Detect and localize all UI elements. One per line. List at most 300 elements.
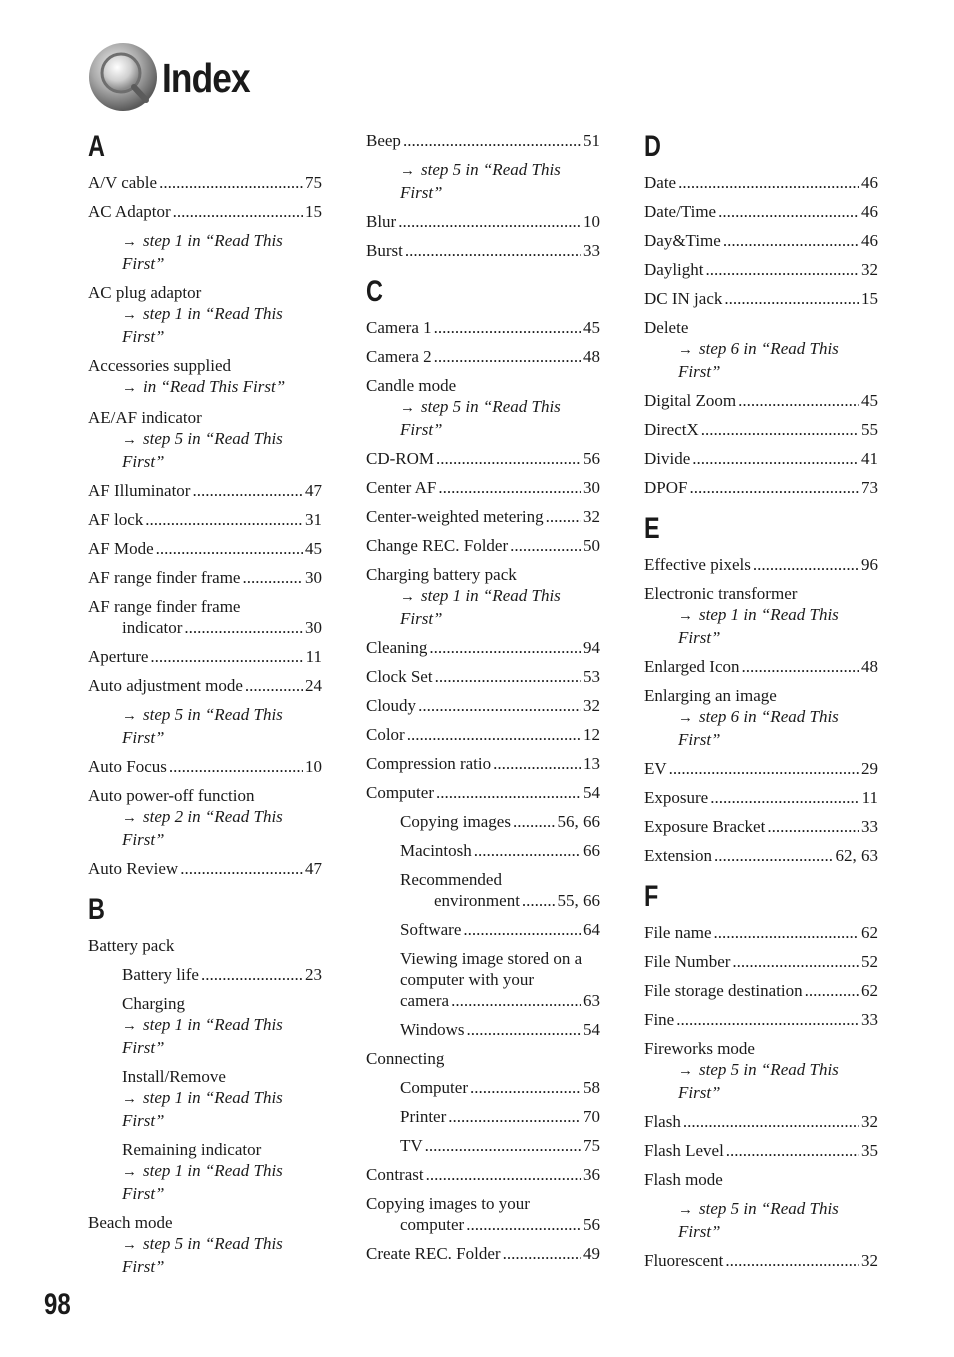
index-term: Enlarging an image: [644, 686, 777, 705]
index-term: Copying images: [400, 812, 511, 831]
index-entry: [644, 816, 878, 837]
index-term: Install/Remove: [122, 1067, 226, 1086]
index-entry: [366, 506, 600, 527]
index-entry: [88, 1087, 322, 1131]
index-page: 73: [861, 478, 878, 497]
index-entry: [88, 1014, 322, 1058]
leader-dots: [438, 477, 581, 498]
index-entry: [644, 419, 878, 440]
index-term: EV: [644, 759, 667, 778]
index-row: [644, 922, 878, 943]
index-row: [400, 811, 600, 832]
index-row: [88, 617, 322, 638]
index-row: [644, 951, 878, 972]
page-title: Index: [162, 54, 250, 101]
index-entry: [644, 604, 878, 648]
index-entry: [366, 1106, 600, 1127]
index-row: [366, 637, 600, 658]
index-entry: [366, 637, 600, 658]
index-term: Windows: [400, 1020, 465, 1039]
cross-reference-text: step 6 in “Read This First”: [678, 707, 839, 749]
index-page: 32: [861, 1112, 878, 1131]
leader-dots: [678, 172, 859, 193]
cross-reference-text: in “Read This First”: [143, 377, 286, 396]
leader-dots: [470, 1077, 581, 1098]
index-term-line: Viewing image stored on a: [400, 949, 583, 968]
index-entry: [644, 201, 878, 222]
leader-dots: [503, 1243, 581, 1264]
index-row: [88, 858, 322, 879]
arrow-right-icon: →: [122, 810, 137, 826]
index-page: 30: [305, 618, 322, 637]
index-term: AC Adaptor: [88, 202, 171, 221]
leader-dots: [725, 1250, 859, 1271]
index-term: DirectX: [644, 420, 699, 439]
index-page: 31: [305, 510, 322, 529]
index-entry: [88, 230, 322, 274]
index-page: 52: [861, 952, 878, 971]
index-term: Battery life: [122, 965, 199, 984]
index-entry: [88, 596, 322, 638]
index-term: Date/Time: [644, 202, 717, 221]
index-term: Computer: [366, 783, 434, 802]
arrow-right-icon: →: [122, 708, 137, 724]
index-entry: [644, 758, 878, 779]
index-term: TV: [400, 1136, 423, 1155]
index-term: Divide: [644, 449, 691, 468]
index-term: Exposure: [644, 788, 709, 807]
index-page: 13: [583, 754, 600, 773]
index-term: Enlarged Icon: [644, 657, 740, 676]
leader-dots: [805, 980, 859, 1001]
index-row: [644, 1250, 878, 1271]
index-term: Create REC. Folder: [366, 1244, 501, 1263]
cross-reference: [88, 230, 322, 274]
cross-reference: [88, 1160, 322, 1204]
index-row: [400, 890, 600, 911]
cross-reference: [88, 428, 322, 472]
index-term: Copying images to your: [366, 1194, 530, 1213]
section-letter: A: [88, 130, 105, 163]
index-row: [88, 538, 322, 559]
index-term: Extension: [644, 846, 712, 865]
index-entry: [366, 666, 600, 687]
index-term: Flash Level: [644, 1141, 724, 1160]
leader-dots: [169, 756, 303, 777]
cross-reference: [88, 806, 322, 850]
index-term: Auto Focus: [88, 757, 167, 776]
leader-dots: [426, 1164, 581, 1185]
index-term: Center-weighted metering: [366, 507, 544, 526]
leader-dots: [714, 922, 859, 943]
index-term: Compression ratio: [366, 754, 492, 773]
leader-dots: [724, 288, 859, 309]
index-page: 46: [861, 202, 878, 221]
arrow-right-icon: →: [678, 1063, 693, 1079]
index-page: 64: [583, 920, 600, 939]
index-row: [644, 172, 878, 193]
index-page: 46: [861, 173, 878, 192]
index-term: AC plug adaptor: [88, 283, 202, 302]
index-term: Flash: [644, 1112, 681, 1131]
index-row: [644, 1111, 878, 1132]
index-term: Cloudy: [366, 696, 417, 715]
index-row: [644, 656, 878, 677]
index-page: 75: [583, 1136, 600, 1155]
index-page: 30: [305, 568, 322, 587]
cross-reference: [88, 1014, 322, 1058]
index-row: [88, 756, 322, 777]
index-entry: [366, 448, 600, 469]
index-row: [644, 758, 878, 779]
index-entry: [366, 130, 600, 151]
index-page: 56: [583, 1215, 600, 1234]
index-term: Connecting: [366, 1049, 445, 1068]
index-row: [366, 695, 600, 716]
index-entry: [366, 1164, 600, 1185]
index-page: 63: [583, 991, 600, 1010]
leader-dots: [463, 919, 581, 940]
index-page: 45: [583, 318, 600, 337]
index-entry: [644, 554, 878, 575]
leader-dots: [173, 201, 303, 222]
index-row: [366, 724, 600, 745]
arrow-right-icon: →: [122, 432, 137, 448]
index-page: 32: [861, 260, 878, 279]
index-row: [644, 259, 878, 280]
leader-dots: [767, 816, 859, 837]
index-entry: [644, 656, 878, 677]
index-row: [366, 346, 600, 367]
index-entry: [366, 477, 600, 498]
index-term: Day&Time: [644, 231, 721, 250]
index-entry: [644, 685, 878, 706]
index-term: Software: [400, 920, 462, 939]
index-term: Clock Set: [366, 667, 433, 686]
cross-reference: [644, 338, 878, 382]
index-page: 70: [583, 1107, 600, 1126]
cross-reference-text: step 6 in “Read This First”: [678, 339, 839, 381]
leader-dots: [184, 617, 303, 638]
leader-dots: [669, 758, 859, 779]
arrow-right-icon: →: [122, 1091, 137, 1107]
index-entry: [366, 782, 600, 803]
index-page: 55, 66: [557, 891, 600, 910]
arrow-right-icon: →: [122, 1237, 137, 1253]
leader-dots: [156, 538, 303, 559]
index-page: 41: [861, 449, 878, 468]
index-entry: [366, 585, 600, 629]
section-letter: F: [644, 880, 659, 913]
index-page: 54: [583, 1020, 600, 1039]
index-entry: [644, 1009, 878, 1030]
arrow-right-icon: →: [122, 307, 137, 323]
index-entry: [366, 1077, 600, 1098]
arrow-right-icon: →: [400, 400, 415, 416]
leader-dots: [405, 240, 581, 261]
index-page: 53: [583, 667, 600, 686]
index-entry: [644, 845, 878, 866]
cross-reference: [644, 1059, 878, 1103]
index-entry: [366, 1193, 600, 1235]
index-row: [644, 816, 878, 837]
index-entry: [644, 1038, 878, 1059]
index-page: 33: [861, 817, 878, 836]
index-entry: [644, 230, 878, 251]
index-entry: [366, 811, 600, 832]
index-entry: [88, 172, 322, 193]
index-page: 56, 66: [557, 812, 600, 831]
index-term: Beep: [366, 131, 401, 150]
index-row: [122, 964, 322, 985]
index-entry: [88, 993, 322, 1014]
index-row: [366, 130, 600, 151]
index-row: [400, 1106, 600, 1127]
index-entry: [644, 390, 878, 411]
index-term: Delete: [644, 318, 689, 337]
index-page: 96: [861, 555, 878, 574]
index-page: 15: [861, 289, 878, 308]
index-column-1: [88, 130, 322, 1285]
leader-dots: [425, 1135, 581, 1156]
index-entry: [88, 538, 322, 559]
cross-reference-text: step 1 in “Read This First”: [400, 586, 561, 628]
index-page: 45: [861, 391, 878, 410]
cross-reference: [88, 704, 322, 748]
arrow-right-icon: →: [122, 1164, 137, 1180]
index-entry: [88, 567, 322, 588]
index-entry: [366, 159, 600, 203]
index-entry: [88, 1212, 322, 1233]
index-term: Fluorescent: [644, 1251, 724, 1270]
cross-reference-text: step 5 in “Read This First”: [122, 429, 283, 471]
leader-dots: [448, 1106, 581, 1127]
leader-dots: [466, 1019, 581, 1040]
leader-dots: [150, 646, 303, 667]
index-entry: [366, 919, 600, 940]
index-entry: [88, 1139, 322, 1160]
index-term: Fine: [644, 1010, 675, 1029]
index-page: 36: [583, 1165, 600, 1184]
index-term: Effective pixels: [644, 555, 751, 574]
leader-dots: [436, 782, 581, 803]
cross-reference-text: step 5 in “Read This First”: [678, 1060, 839, 1102]
index-row: [644, 288, 878, 309]
index-page: 10: [305, 757, 322, 776]
arrow-right-icon: →: [678, 710, 693, 726]
cross-reference-text: step 1 in “Read This First”: [122, 1015, 283, 1057]
index-entry: [88, 785, 322, 806]
leader-dots: [192, 480, 303, 501]
index-row: [88, 675, 322, 696]
index-entry: [88, 675, 322, 696]
index-entry: [88, 806, 322, 850]
index-entry: [88, 646, 322, 667]
cross-reference-text: step 1 in “Read This First”: [122, 231, 283, 273]
index-term: Digital Zoom: [644, 391, 737, 410]
index-entry: [88, 935, 322, 956]
leader-dots: [692, 448, 859, 469]
index-page: 51: [583, 131, 600, 150]
cross-reference: [644, 604, 878, 648]
index-row: [400, 1135, 600, 1156]
index-entry: [88, 201, 322, 222]
index-term: Macintosh: [400, 841, 472, 860]
index-page: 24: [305, 676, 322, 695]
index-term-cont: indicator: [122, 618, 183, 637]
index-term: Computer: [400, 1078, 468, 1097]
index-term: AF Mode: [88, 539, 154, 558]
index-row: [366, 666, 600, 687]
index-row: [644, 230, 878, 251]
arrow-right-icon: →: [122, 1018, 137, 1034]
index-column-2: [366, 130, 600, 1272]
index-entry: [366, 1243, 600, 1264]
index-entry: [88, 964, 322, 985]
arrow-right-icon: →: [678, 608, 693, 624]
cross-reference: [88, 376, 322, 399]
index-row: [644, 448, 878, 469]
index-page: 54: [583, 783, 600, 802]
leader-dots: [145, 509, 303, 530]
leader-dots: [546, 506, 581, 527]
index-page: 47: [305, 859, 322, 878]
index-entry: [88, 704, 322, 748]
leader-dots: [718, 201, 859, 222]
cross-reference-text: step 1 in “Read This First”: [122, 304, 283, 346]
index-entry: [366, 948, 600, 1011]
index-page: 62: [861, 981, 878, 1000]
index-term: Change REC. Folder: [366, 536, 509, 555]
index-entry: [88, 756, 322, 777]
index-row: [400, 840, 600, 861]
index-page: 35: [861, 1141, 878, 1160]
index-term: Auto adjustment mode: [88, 676, 243, 695]
index-entry: [88, 303, 322, 347]
index-term: Candle mode: [366, 376, 457, 395]
index-row: [644, 1169, 878, 1190]
index-term: Charging: [122, 994, 185, 1013]
leader-dots: [726, 1140, 859, 1161]
cross-reference-text: step 1 in “Read This First”: [678, 605, 839, 647]
index-row: [644, 390, 878, 411]
index-entry: [644, 951, 878, 972]
leader-dots: [436, 448, 581, 469]
leader-dots: [434, 317, 581, 338]
leader-dots: [676, 1009, 859, 1030]
index-term: DC IN jack: [644, 289, 723, 308]
cross-reference: [366, 396, 600, 440]
index-entry: [644, 338, 878, 382]
index-term: AE/AF indicator: [88, 408, 202, 427]
cross-reference-text: step 5 in “Read This First”: [122, 705, 283, 747]
section-letter: D: [644, 130, 661, 163]
cross-reference-text: step 5 in “Read This First”: [122, 1234, 283, 1276]
index-entry: [366, 753, 600, 774]
index-row: [88, 509, 322, 530]
leader-dots: [683, 1111, 859, 1132]
index-page: 32: [583, 696, 600, 715]
leader-dots: [403, 130, 581, 151]
index-page: 11: [861, 788, 878, 807]
index-row: [88, 480, 322, 501]
index-entry: [88, 858, 322, 879]
index-row: [88, 172, 322, 193]
leader-dots: [689, 477, 859, 498]
index-term: Auto power-off function: [88, 786, 255, 805]
index-term-line: computer with your: [400, 970, 535, 989]
index-term: Center AF: [366, 478, 437, 497]
leader-dots: [723, 230, 859, 251]
leader-dots: [159, 172, 303, 193]
index-row: [644, 554, 878, 575]
leader-dots: [706, 259, 860, 280]
index-entry: [366, 1135, 600, 1156]
index-entry: [644, 583, 878, 604]
index-entry: [366, 240, 600, 261]
index-page: 10: [583, 212, 600, 231]
leader-dots: [429, 637, 581, 658]
index-row: [88, 646, 322, 667]
index-entry: [88, 480, 322, 501]
index-row: [644, 201, 878, 222]
leader-dots: [714, 845, 834, 866]
index-page: 62, 63: [835, 846, 878, 865]
index-page: 23: [305, 965, 322, 984]
index-term: Battery pack: [88, 936, 175, 955]
index-page: 33: [861, 1010, 878, 1029]
leader-dots: [435, 666, 581, 687]
index-entry: [366, 1048, 600, 1069]
index-term: Burst: [366, 241, 403, 260]
index-row: [644, 419, 878, 440]
index-page: 15: [305, 202, 322, 221]
index-term: File name: [644, 923, 712, 942]
index-row: [366, 1243, 600, 1264]
leader-dots: [201, 964, 303, 985]
index-entry: [644, 477, 878, 498]
index-entry: [366, 346, 600, 367]
index-row: [400, 1077, 600, 1098]
index-term: AF Illuminator: [88, 481, 191, 500]
index-term: Exposure Bracket: [644, 817, 766, 836]
leader-dots: [522, 890, 556, 911]
index-entry: [366, 396, 600, 440]
index-page: 75: [305, 173, 322, 192]
index-entry: [88, 509, 322, 530]
section-letter: E: [644, 512, 660, 545]
arrow-right-icon: →: [678, 1202, 693, 1218]
index-term-cont: environment: [434, 891, 520, 910]
index-term: File storage destination: [644, 981, 803, 1000]
index-term: Blur: [366, 212, 397, 231]
index-row: [644, 1009, 878, 1030]
index-term: Electronic transformer: [644, 584, 798, 603]
index-entry: [644, 922, 878, 943]
cross-reference: [644, 1198, 878, 1242]
index-row: [644, 1140, 878, 1161]
leader-dots: [180, 858, 303, 879]
leader-dots: [245, 675, 303, 696]
index-row: [366, 477, 600, 498]
index-term: Cleaning: [366, 638, 428, 657]
index-row: [366, 211, 600, 232]
index-page: 30: [583, 478, 600, 497]
index-page: 45: [305, 539, 322, 558]
index-page: 62: [861, 923, 878, 942]
index-row: [366, 1214, 600, 1235]
leader-dots: [701, 419, 859, 440]
